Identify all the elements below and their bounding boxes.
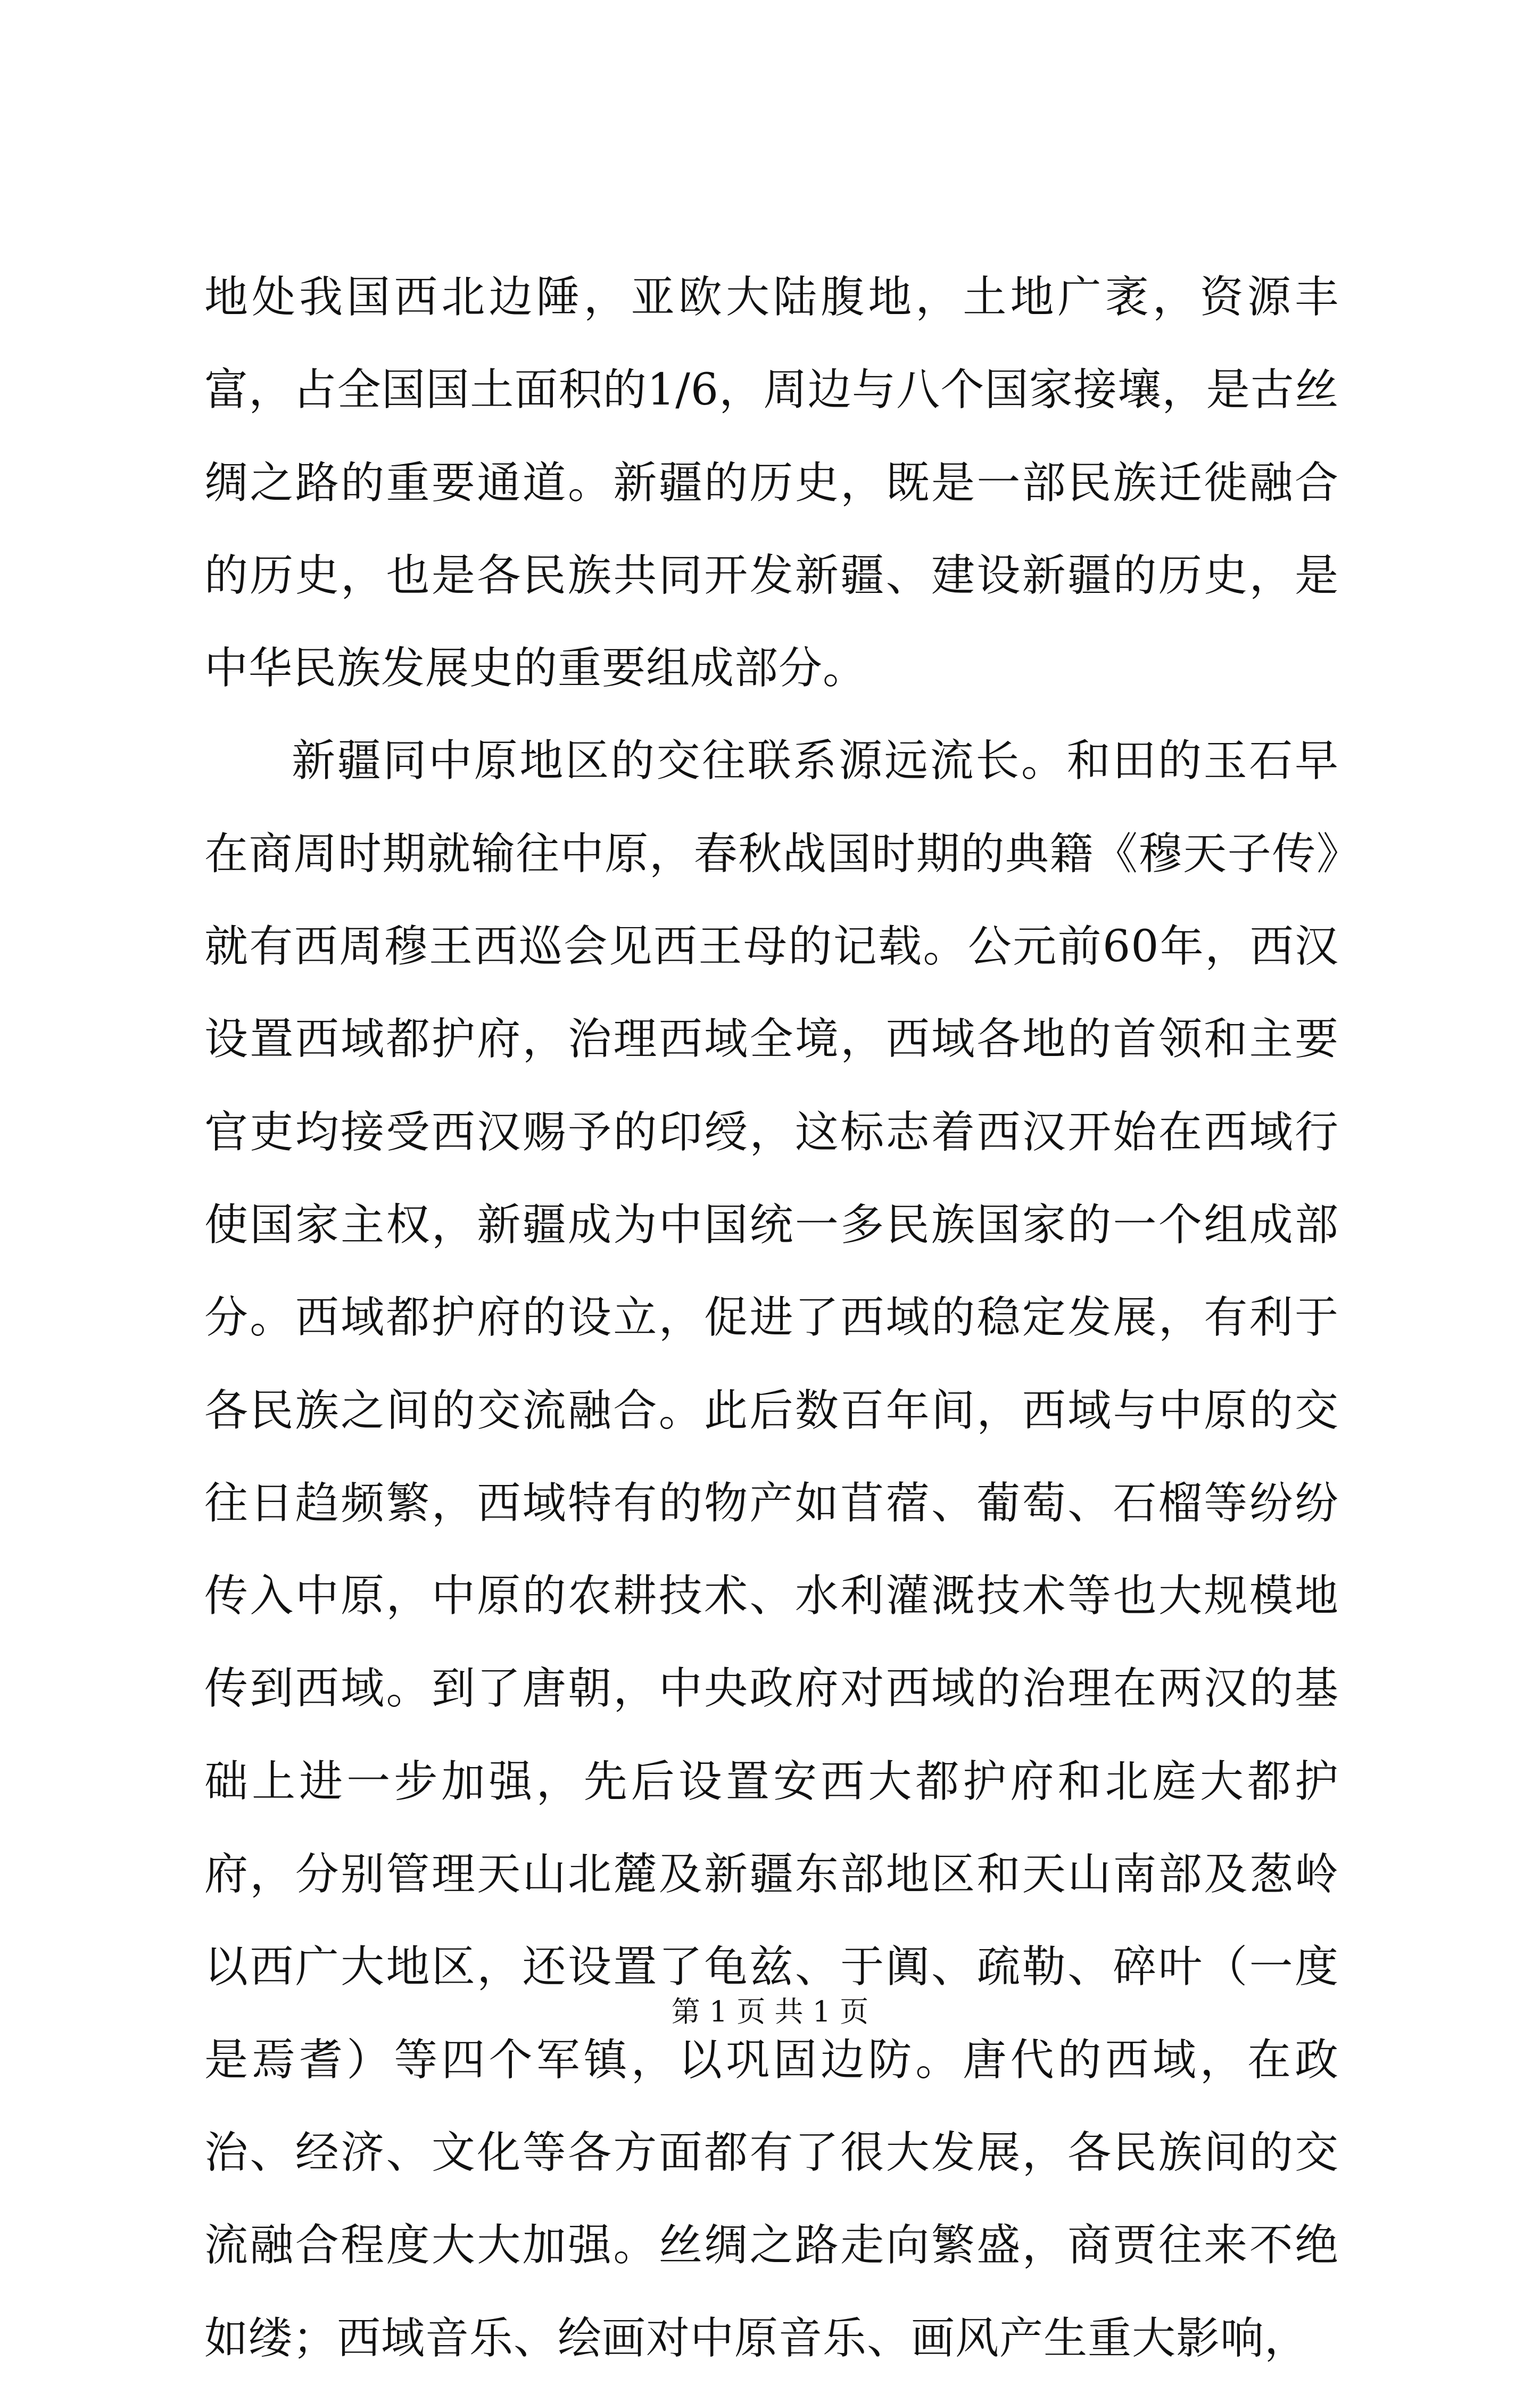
- paragraph-2: 新疆同中原地区的交往联系源远流长。和田的玉石早在商周时期就输往中原，春秋战国时期的典籍《穆天子传》就有西周穆王西巡会见西王母的记载。公元前60年，西汉设置西域都护府，治理西域全境，西域各地的首领和主要官吏均接受西汉赐予的印绶，这标志着西汉开始在西域行使国家主权，新疆成为中国统一多民族国家的一个组成部分。西域都护府的设立，促进了西域的稳定发展，有利于各民族之间的交流融合。此后数百年间，西域与中原的交往日趋频繁，西域特有的物产如苜蓿、葡萄、石榴等纷纷传入中原，中原的农耕技术、水利灌溉技术等也大规模地传到西域。到了唐朝，中央政府对西域的治理在两汉的基础上进一步加强，先后设置安西大都护府和北庭大都护府，分别管理天山北麓及新疆东部地区和天山南部及葱岭以西广大地区，还设置了龟兹、于阗、疏勒、碎叶（一度是焉耆）等四个军镇，以巩固边防。唐代的西域，在政治、经济、文化等各方面都有了很大发展，各民族间的交流融合程度大大加强。丝绸之路走向繁盛，商贾往来不绝如缕；西域音乐、绘画对中原音乐、画风产生重大影响，: [204, 736, 1339, 2364]
- page-footer: 第 1 页 共 1 页: [671, 1995, 869, 2028]
- document-body: [204, 251, 1339, 2385]
- paragraph-1: 地处我国西北边陲，亚欧大陆腹地，土地广袤，资源丰富，占全国国土面积的1/6，周边与八个国家接壤，是古丝绸之路的重要通道。新疆的历史，既是一部民族迁徙融合的历史，也是各民族共同开发新疆、建设新疆的历史，是中华民族发展史的重要组成部分。: [204, 272, 1339, 694]
